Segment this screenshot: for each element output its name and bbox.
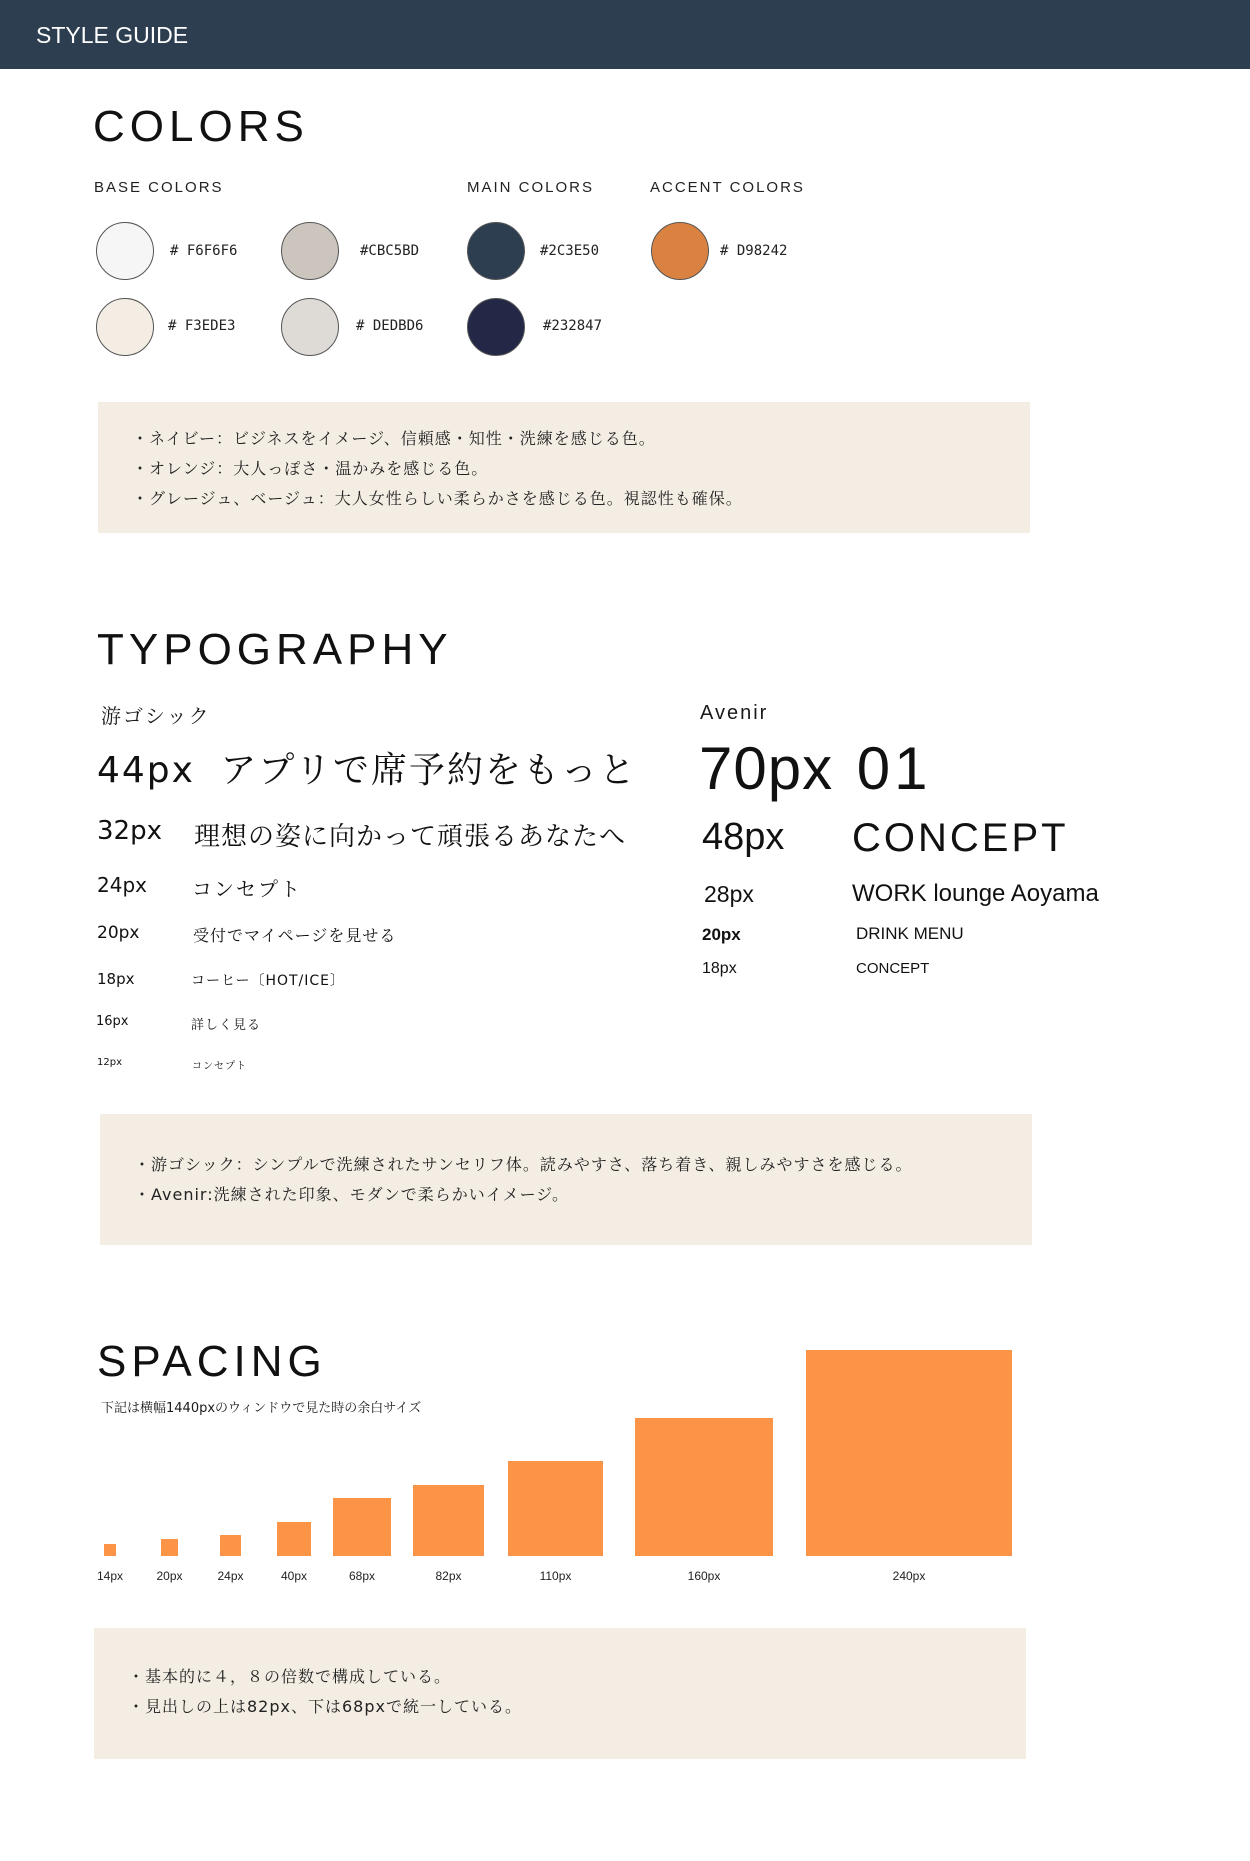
type-sample-text: CONCEPT xyxy=(852,816,1069,860)
type-size-label: 32px xyxy=(97,816,162,846)
type-sample-text: 詳しく見る xyxy=(191,1018,262,1033)
colors-section-title: COLORS xyxy=(93,102,309,151)
type-sample-text: コーヒー〔HOT/ICE〕 xyxy=(191,973,346,989)
accent-colors-label: ACCENT COLORS xyxy=(650,179,805,196)
spacing-bar-label: 14px xyxy=(96,1569,124,1583)
colors-note-line: ・グレージュ、ベージュ：大人女性らしい柔らかさを感じる色。視認性も確保。 xyxy=(132,489,743,508)
spacing-note-box xyxy=(94,1628,1026,1759)
color-hex-label: #2C3E50 xyxy=(540,243,600,259)
type-sample-text: コンセプト xyxy=(192,877,302,901)
spacing-bar-110px xyxy=(508,1461,603,1556)
type-size-label: 18px xyxy=(97,970,135,988)
colors-note-line: ・オレンジ：大人っぽさ・温かみを感じる色。 xyxy=(132,459,489,478)
spacing-subtitle: 下記は横幅1440pxのウィンドウで見た時の余白サイズ xyxy=(101,1401,422,1416)
spacing-bar-label: 160px xyxy=(687,1569,721,1583)
spacing-bar-82px xyxy=(413,1485,484,1556)
spacing-bar-20px xyxy=(161,1539,178,1556)
spacing-bar-40px xyxy=(277,1522,311,1556)
spacing-bar-240px xyxy=(806,1350,1012,1556)
typography-note-line: ・Avenir:洗練された印象、モダンで柔らかいイメージ。 xyxy=(134,1185,569,1204)
spacing-note-line: ・見出しの上は82px、下は68pxで統一している。 xyxy=(128,1697,522,1716)
type-size-label: 16px xyxy=(96,1014,129,1029)
typography-note-box xyxy=(100,1114,1032,1245)
type-size-label: 20px xyxy=(702,925,741,944)
color-swatch-f6f6f6 xyxy=(96,222,154,280)
type-sample-text: アプリで席予約をもっと xyxy=(220,750,637,791)
colors-note-box xyxy=(98,402,1030,533)
color-swatch-f3ede3 xyxy=(96,298,154,356)
type-sample-text: 01 xyxy=(856,735,932,802)
color-swatch-2c3e50 xyxy=(467,222,525,280)
type-size-label: 12px xyxy=(97,1057,122,1068)
type-size-label: 24px xyxy=(97,873,147,897)
typography-note-line: ・游ゴシック：シンプルで洗練されたサンセリフ体。読みやすさ、落ち着き、親しみやすさを感じる。 xyxy=(134,1155,913,1174)
color-swatch-cbc5bd xyxy=(281,222,339,280)
spacing-bar-label: 82px xyxy=(435,1569,462,1583)
base-colors-label: BASE COLORS xyxy=(94,179,224,196)
spacing-bar-label: 110px xyxy=(539,1569,572,1583)
colors-note-line: ・ネイビー：ビジネスをイメージ、信頼感・知性・洗練を感じる色。 xyxy=(132,429,656,448)
spacing-bar-label: 40px xyxy=(280,1569,308,1583)
color-hex-label: #232847 xyxy=(543,318,603,334)
color-swatch-d98242 xyxy=(651,222,709,280)
color-swatch-232847 xyxy=(467,298,525,356)
color-hex-label: #CBC5BD xyxy=(360,243,420,259)
jp-sample-32 xyxy=(97,816,162,846)
type-size-label: 70px xyxy=(699,735,834,802)
type-sample-text: コンセプト xyxy=(192,1061,247,1072)
type-sample-text: CONCEPT xyxy=(856,960,930,977)
jp-sample-44 xyxy=(97,742,637,793)
spacing-bar-label: 68px xyxy=(348,1569,376,1583)
color-swatch-dedbd6 xyxy=(281,298,339,356)
type-size-label: 20px xyxy=(97,923,140,943)
page-title: STYLE GUIDE xyxy=(36,22,189,48)
spacing-bar-label: 20px xyxy=(156,1569,183,1583)
typography-section-title: TYPOGRAPHY xyxy=(97,625,453,674)
color-hex-label: # DEDBD6 xyxy=(356,318,424,334)
spacing-bar-160px xyxy=(635,1418,773,1556)
type-sample-text: 理想の姿に向かって頑張るあなたへ xyxy=(194,822,627,852)
jp-font-name: 游ゴシック xyxy=(101,704,211,728)
type-size-label: 44px xyxy=(97,750,195,791)
color-hex-label: # D98242 xyxy=(720,243,788,259)
type-size-label: 18px xyxy=(702,960,737,977)
color-hex-label: # F3EDE3 xyxy=(168,318,236,334)
spacing-bar-68px xyxy=(333,1498,391,1556)
spacing-section-title: SPACING xyxy=(97,1337,327,1386)
main-colors-label: MAIN COLORS xyxy=(467,179,595,196)
type-sample-text: 受付でマイページを見せる xyxy=(193,926,397,945)
spacing-bar-24px xyxy=(220,1535,241,1556)
spacing-bar-label: 240px xyxy=(892,1569,926,1583)
spacing-bar-label: 24px xyxy=(217,1569,244,1583)
type-size-label: 28px xyxy=(704,881,754,907)
color-hex-label: # F6F6F6 xyxy=(170,243,238,259)
en-sample-70 xyxy=(699,734,932,803)
spacing-note-line: ・基本的に４，８の倍数で構成している。 xyxy=(128,1667,452,1686)
spacing-bar-14px xyxy=(104,1544,116,1556)
en-font-name: Avenir xyxy=(700,702,769,724)
type-sample-text: DRINK MENU xyxy=(856,924,964,943)
type-sample-text: WORK lounge Aoyama xyxy=(852,880,1099,907)
type-size-label: 48px xyxy=(702,816,785,858)
